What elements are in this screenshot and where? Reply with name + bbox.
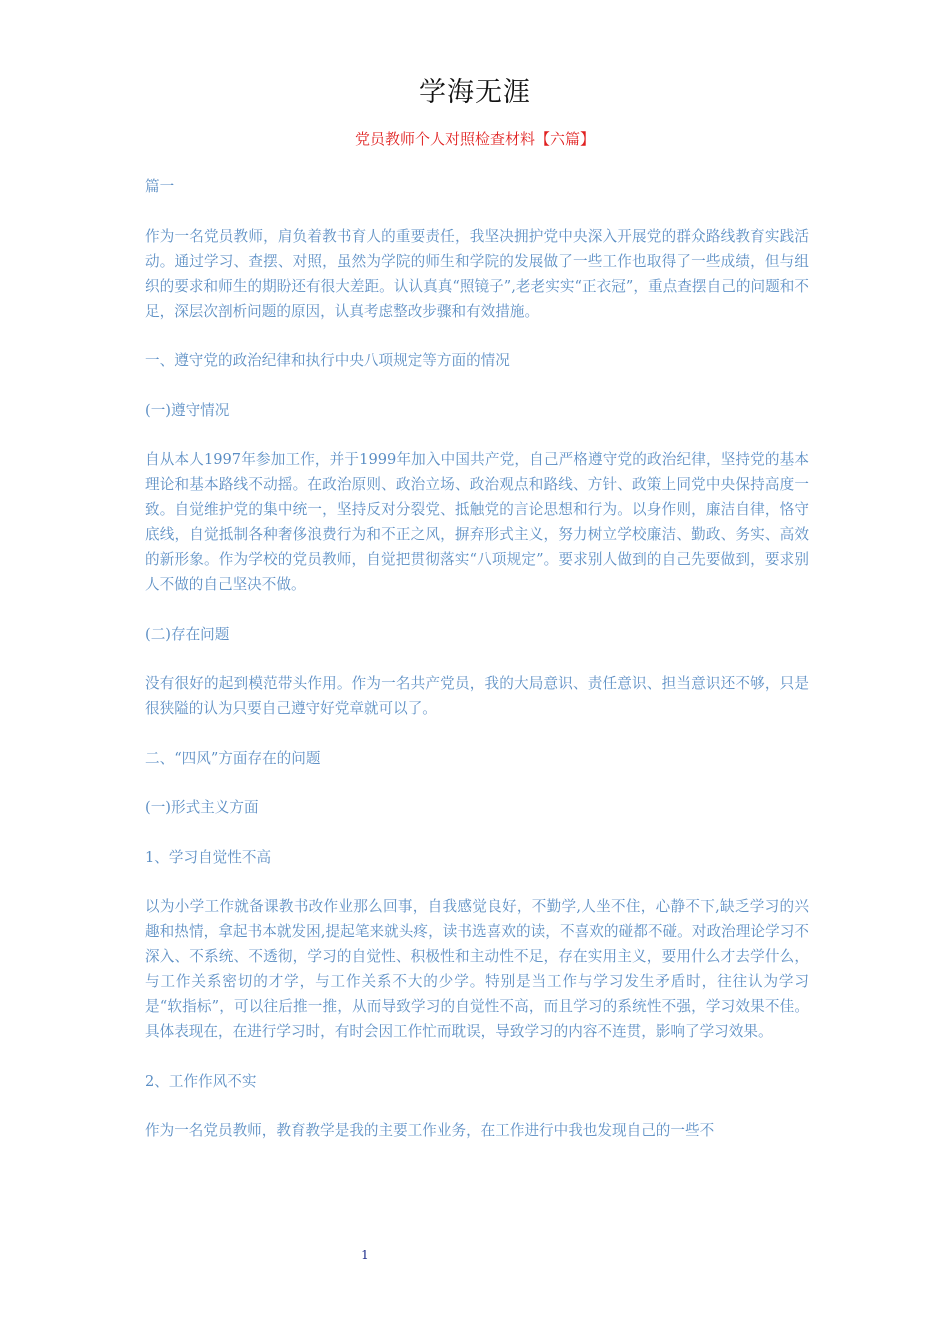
item-heading: 2、工作作风不实 bbox=[145, 1072, 257, 1090]
body-paragraph: 没有很好的起到模范带头作用。作为一名共产党员，我的大局意识、责任意识、担当意识还不够，只是很狭隘的认为只要自己遵守好党章就可以了。 bbox=[145, 675, 809, 717]
section-label: 篇一 bbox=[145, 178, 175, 195]
body-paragraph: 作为一名党员教师，教育教学是我的主要工作业务，在工作进行中我也发现自己的一些不 bbox=[145, 1122, 715, 1139]
body-paragraph: 作为一名党员教师，肩负着教书育人的重要责任，我坚决拥护党中央深入开展党的群众路线教育实践活动。通过学习、查摆、对照，虽然为学院的师生和学院的发展做了一些工作也取得了一些成绩，但与组织的要求和师生的期盼还有很大差距。认认真真“照镜子”,老老实实“正衣冠”，重点查摆自己的问题和不足，深层次剖析问题的原因，认真考虑整改步骤和有效措施。 bbox=[145, 227, 809, 320]
document-body bbox=[145, 174, 809, 1168]
subsection-heading: (二)存在问题 bbox=[145, 625, 230, 643]
subsection-heading: (一)遵守情况 bbox=[145, 401, 230, 419]
body-paragraph: 以为小学工作就备课教书改作业那么回事，自我感觉良好，不勤学,人坐不住，心静不下,缺乏学习的兴趣和热情，拿起书本就发困,提起笔来就头疼，读书选喜欢的读，不喜欢的碰都不碰。对政治理论学习不深入、不系统、不透彻，学习的自觉性、积极性和主动性不足，存在实用主义，要用什么才去学什么，与工作关系密切的才学，与工作关系不大的少学。特别是当工作与学习发生矛盾时，往往认为学习是“软指标”，可以往后推一推，从而导致学习的自觉性不高，而且学习的系统性不强，学习效果不佳。具体表现在，在进行学习时，有时会因工作忙而耽误，导致学习的内容不连贯，影响了学习效果。 bbox=[145, 898, 809, 1040]
subsection-heading: (一)形式主义方面 bbox=[145, 799, 259, 816]
section-heading: 二、“四风”方面存在的问题 bbox=[145, 749, 321, 767]
item-heading: 1、学习自觉性不高 bbox=[145, 848, 272, 866]
section-heading: 一、遵守党的政治纪律和执行中央八项规定等方面的情况 bbox=[145, 352, 510, 369]
page-number: 1 bbox=[361, 1248, 369, 1262]
body-paragraph: 自从本人1997年参加工作，并于1999年加入中国共产党，自己严格遵守党的政治纪律，坚持党的基本理论和基本路线不动摇。在政治原则、政治立场、政治观点和路线、方针、政策上同党中央保持高度一致。自觉维护党的集中统一，坚持反对分裂党、抵触党的言论思想和行为。以身作则，廉洁自律，恪守底线，自觉抵制各种奢侈浪费行为和不正之风，摒弃形式主义，努力树立学校廉洁、勤政、务实、高效的新形象。作为学校的党员教师，自觉把贯彻落实“八项规定”。要求别人做到的自己先要做到，要求别人不做的自己坚决不做。 bbox=[145, 451, 809, 593]
document-title: 党员教师个人对照检查材料【六篇】 bbox=[354, 130, 595, 148]
page-header-title: 学海无涯 bbox=[419, 77, 531, 108]
